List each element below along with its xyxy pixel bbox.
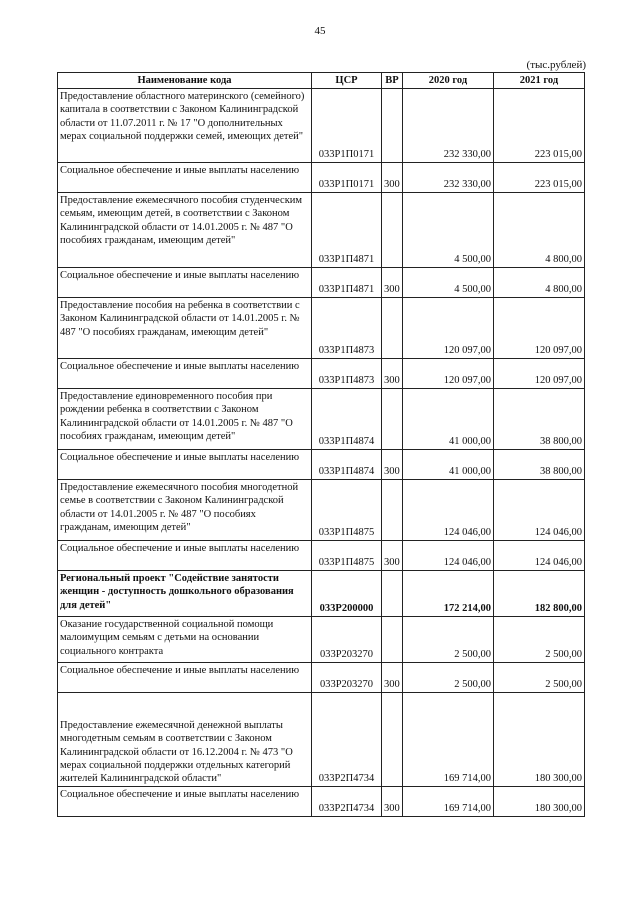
- row-2021: 38 800,00: [494, 389, 585, 450]
- row-2020: 169 714,00: [403, 787, 494, 817]
- row-2020: 2 500,00: [403, 663, 494, 693]
- row-vr: 300: [382, 787, 403, 817]
- row-csr: 033Р203270: [312, 663, 382, 693]
- row-2020: 172 214,00: [403, 571, 494, 617]
- row-vr: 300: [382, 268, 403, 298]
- row-name: Предоставление областного материнского (семейного) капитала в соответствии с Законом Калининградской области от 11.07.2011 г. № 17 "О дополнительных мерах социальной поддержки семей, имеющих детей": [58, 89, 312, 163]
- row-vr: [382, 193, 403, 268]
- table-row: [58, 193, 585, 268]
- row-2020: 4 500,00: [403, 268, 494, 298]
- row-csr: 033Р1П4871: [312, 268, 382, 298]
- header-2020: 2020 год: [403, 73, 494, 89]
- row-vr: 300: [382, 163, 403, 193]
- header-2021: 2021 год: [494, 73, 585, 89]
- row-vr: [382, 480, 403, 541]
- row-2021: 223 015,00: [494, 89, 585, 163]
- row-2021: 124 046,00: [494, 480, 585, 541]
- row-2020: 124 046,00: [403, 541, 494, 571]
- row-csr: 033Р1П4871: [312, 193, 382, 268]
- row-csr: 033Р1П0171: [312, 89, 382, 163]
- table-row: [58, 693, 585, 787]
- row-2021: 223 015,00: [494, 163, 585, 193]
- row-csr: 033Р1П4875: [312, 480, 382, 541]
- row-name: Предоставление ежемесячного пособия многодетной семье в соответствии с Законом Калининградской области от 14.01.2005 г. № 487 "О пособиях гражданам, имеющим детей": [58, 480, 312, 541]
- row-csr: 033Р203270: [312, 617, 382, 663]
- row-vr: 300: [382, 541, 403, 571]
- table-row: [58, 268, 585, 298]
- row-csr: 033Р1П4873: [312, 298, 382, 359]
- row-vr: 300: [382, 663, 403, 693]
- header-csr: ЦСР: [312, 73, 382, 89]
- row-name: Предоставление ежемесячной денежной выплаты многодетным семьям в соответствии с Законом Калининградской области от 16.12.2004 г. № 473 "О мерах социальной поддержки отдельных категорий жителей Калининградской области": [58, 693, 312, 787]
- header-vr: ВР: [382, 73, 403, 89]
- table-row: [58, 787, 585, 817]
- row-vr: [382, 389, 403, 450]
- row-csr: 033Р200000: [312, 571, 382, 617]
- row-name: Социальное обеспечение и иные выплаты населению: [58, 663, 312, 693]
- row-2020: 169 714,00: [403, 693, 494, 787]
- table-body: [58, 89, 585, 817]
- row-2020: 41 000,00: [403, 389, 494, 450]
- table-row: [58, 617, 585, 663]
- row-name: Социальное обеспечение и иные выплаты населению: [58, 541, 312, 571]
- row-name: Предоставление пособия на ребенка в соответствии с Законом Калининградской области от 14.01.2005 г. № 487 "О пособиях гражданам, имеющим детей": [58, 298, 312, 359]
- row-name: Социальное обеспечение и иные выплаты населению: [58, 787, 312, 817]
- row-csr: 033Р1П0171: [312, 163, 382, 193]
- row-2020: 120 097,00: [403, 359, 494, 389]
- table-row: [58, 163, 585, 193]
- row-vr: [382, 298, 403, 359]
- row-vr: 300: [382, 450, 403, 480]
- row-2021: 124 046,00: [494, 541, 585, 571]
- row-name: Социальное обеспечение и иные выплаты населению: [58, 359, 312, 389]
- row-csr: 033Р1П4873: [312, 359, 382, 389]
- table-header: [58, 73, 585, 89]
- row-2021: 182 800,00: [494, 571, 585, 617]
- row-vr: [382, 617, 403, 663]
- table-row: [58, 359, 585, 389]
- row-name: Социальное обеспечение и иные выплаты населению: [58, 268, 312, 298]
- table-row: [58, 571, 585, 617]
- row-2020: 124 046,00: [403, 480, 494, 541]
- table-row: [58, 298, 585, 359]
- row-name: Региональный проект "Содействие занятости женщин - доступность дошкольного образования для детей": [58, 571, 312, 617]
- row-2021: 2 500,00: [494, 617, 585, 663]
- row-2021: 180 300,00: [494, 787, 585, 817]
- table-row: [58, 480, 585, 541]
- row-2021: 4 800,00: [494, 193, 585, 268]
- row-2020: 232 330,00: [403, 89, 494, 163]
- row-vr: [382, 693, 403, 787]
- row-name: Социальное обеспечение и иные выплаты населению: [58, 163, 312, 193]
- row-csr: 033Р2П4734: [312, 693, 382, 787]
- row-2020: 120 097,00: [403, 298, 494, 359]
- budget-table: [57, 72, 585, 817]
- row-2021: 120 097,00: [494, 298, 585, 359]
- row-2021: 120 097,00: [494, 359, 585, 389]
- row-2020: 41 000,00: [403, 450, 494, 480]
- row-name: Предоставление единовременного пособия при рождении ребенка в соответствии с Законом Калининградской области от 14.01.2005 г. № 487 "О пособиях гражданам, имеющим детей": [58, 389, 312, 450]
- row-name: Оказание государственной социальной помощи малоимущим семьям с детьми на основании социального контракта: [58, 617, 312, 663]
- table-row: [58, 663, 585, 693]
- row-2020: 232 330,00: [403, 163, 494, 193]
- row-2020: 4 500,00: [403, 193, 494, 268]
- row-csr: 033Р1П4874: [312, 389, 382, 450]
- row-2020: 2 500,00: [403, 617, 494, 663]
- row-2021: 4 800,00: [494, 268, 585, 298]
- table-row: [58, 541, 585, 571]
- row-2021: 180 300,00: [494, 693, 585, 787]
- units-label: (тыс.рублей): [526, 59, 586, 71]
- table-row: [58, 89, 585, 163]
- row-csr: 033Р1П4874: [312, 450, 382, 480]
- row-2021: 2 500,00: [494, 663, 585, 693]
- row-csr: 033Р1П4875: [312, 541, 382, 571]
- table-row: [58, 389, 585, 450]
- header-name: Наименование кода: [58, 73, 312, 89]
- row-2021: 38 800,00: [494, 450, 585, 480]
- row-vr: [382, 571, 403, 617]
- row-name: Предоставление ежемесячного пособия студенческим семьям, имеющим детей, в соответствии с Законом Калининградской области от 14.01.2005 г. № 487 "О пособиях гражданам, имеющим детей": [58, 193, 312, 268]
- row-vr: [382, 89, 403, 163]
- page-number: 45: [314, 25, 326, 37]
- row-csr: 033Р2П4734: [312, 787, 382, 817]
- row-name: Социальное обеспечение и иные выплаты населению: [58, 450, 312, 480]
- row-vr: 300: [382, 359, 403, 389]
- table-row: [58, 450, 585, 480]
